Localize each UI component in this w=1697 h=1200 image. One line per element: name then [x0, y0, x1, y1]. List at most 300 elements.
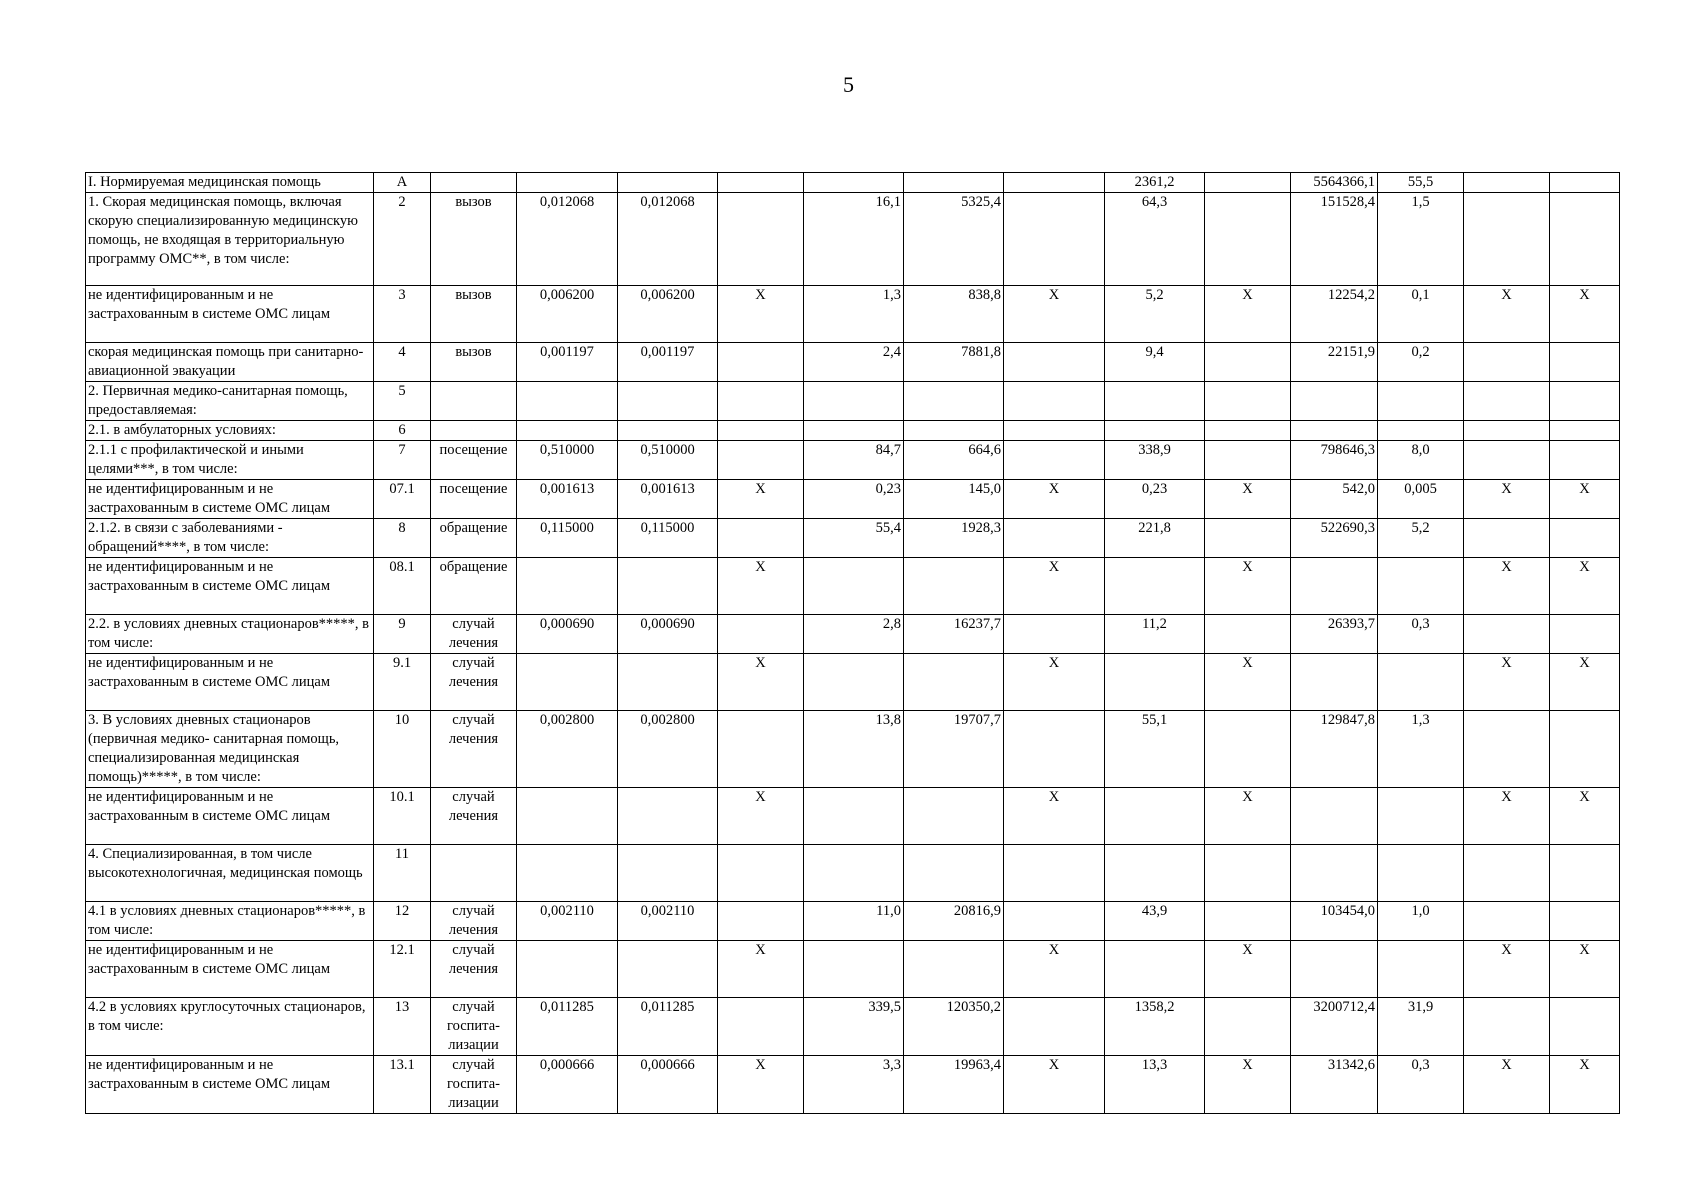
unit-cell: случай лечения [431, 941, 517, 998]
col10-cell: X [1205, 788, 1291, 845]
col5-cell: X [718, 654, 804, 711]
col3-cell [517, 845, 618, 902]
col6-cell: 84,7 [804, 441, 904, 480]
col11-cell [1291, 788, 1378, 845]
table-row [86, 998, 1620, 1056]
col5-cell [718, 998, 804, 1056]
col13-cell: X [1464, 1056, 1550, 1114]
col4-cell: 0,001613 [618, 480, 718, 519]
col4-cell [618, 788, 718, 845]
unit-cell: случай лечения [431, 711, 517, 788]
col5-cell: X [718, 788, 804, 845]
row-name-cell: не идентифицированным и не застрахованным в системе ОМС лицам [86, 558, 374, 615]
col7-cell: 19963,4 [904, 1056, 1004, 1114]
col10-cell [1205, 998, 1291, 1056]
col12-cell [1378, 421, 1464, 441]
col11-cell [1291, 421, 1378, 441]
col12-cell: 1,3 [1378, 711, 1464, 788]
col9-cell: 13,3 [1105, 1056, 1205, 1114]
col8-cell: X [1004, 654, 1105, 711]
col5-cell [718, 711, 804, 788]
col9-cell [1105, 382, 1205, 421]
col9-cell: 1358,2 [1105, 998, 1205, 1056]
col8-cell [1004, 711, 1105, 788]
col3-cell: 0,012068 [517, 193, 618, 286]
col4-cell: 0,006200 [618, 286, 718, 343]
col13-cell: X [1464, 558, 1550, 615]
unit-cell: вызов [431, 286, 517, 343]
row-name-cell: не идентифицированным и не застрахованным в системе ОМС лицам [86, 1056, 374, 1114]
col7-cell: 664,6 [904, 441, 1004, 480]
table-row [86, 173, 1620, 193]
col9-cell: 9,4 [1105, 343, 1205, 382]
row-number-cell: 12 [374, 902, 431, 941]
row-name-cell: не идентифицированным и не застрахованным в системе ОМС лицам [86, 654, 374, 711]
col8-cell [1004, 902, 1105, 941]
col7-cell: 5325,4 [904, 193, 1004, 286]
row-number-cell: 08.1 [374, 558, 431, 615]
col7-cell: 145,0 [904, 480, 1004, 519]
col13-cell: X [1464, 286, 1550, 343]
unit-cell: вызов [431, 343, 517, 382]
col11-cell [1291, 941, 1378, 998]
col3-cell: 0,006200 [517, 286, 618, 343]
col11-cell: 31342,6 [1291, 1056, 1378, 1114]
col3-cell [517, 173, 618, 193]
normative-care-table [85, 172, 1620, 1114]
col6-cell: 55,4 [804, 519, 904, 558]
col5-cell [718, 421, 804, 441]
col8-cell [1004, 998, 1105, 1056]
col14-cell [1550, 173, 1620, 193]
col4-cell: 0,002110 [618, 902, 718, 941]
col10-cell: X [1205, 558, 1291, 615]
col12-cell: 0,2 [1378, 343, 1464, 382]
col4-cell [618, 382, 718, 421]
col3-cell: 0,000666 [517, 1056, 618, 1114]
col13-cell [1464, 382, 1550, 421]
col13-cell: X [1464, 941, 1550, 998]
col6-cell [804, 173, 904, 193]
col11-cell [1291, 382, 1378, 421]
col4-cell: 0,011285 [618, 998, 718, 1056]
col13-cell [1464, 193, 1550, 286]
row-number-cell: 10 [374, 711, 431, 788]
col3-cell [517, 941, 618, 998]
col6-cell [804, 941, 904, 998]
col7-cell [904, 382, 1004, 421]
col6-cell: 13,8 [804, 711, 904, 788]
col13-cell [1464, 902, 1550, 941]
unit-cell: обращение [431, 519, 517, 558]
col12-cell: 1,5 [1378, 193, 1464, 286]
col14-cell: X [1550, 558, 1620, 615]
col9-cell: 43,9 [1105, 902, 1205, 941]
col6-cell: 1,3 [804, 286, 904, 343]
row-number-cell: 11 [374, 845, 431, 902]
col3-cell [517, 382, 618, 421]
col13-cell [1464, 998, 1550, 1056]
row-number-cell: 12.1 [374, 941, 431, 998]
table-row [86, 519, 1620, 558]
col11-cell: 151528,4 [1291, 193, 1378, 286]
col3-cell: 0,000690 [517, 615, 618, 654]
col11-cell: 798646,3 [1291, 441, 1378, 480]
col4-cell: 0,000666 [618, 1056, 718, 1114]
col8-cell [1004, 441, 1105, 480]
unit-cell: посещение [431, 480, 517, 519]
row-name-cell: 4. Специализированная, в том числе высокотехнологичная, медицинская помощь [86, 845, 374, 902]
col14-cell: X [1550, 788, 1620, 845]
col13-cell [1464, 711, 1550, 788]
col8-cell: X [1004, 788, 1105, 845]
row-name-cell: не идентифицированным и не застрахованным в системе ОМС лицам [86, 286, 374, 343]
unit-cell: случай госпита- лизации [431, 998, 517, 1056]
col8-cell [1004, 421, 1105, 441]
col11-cell: 3200712,4 [1291, 998, 1378, 1056]
col6-cell: 11,0 [804, 902, 904, 941]
col11-cell [1291, 845, 1378, 902]
row-name-cell: не идентифицированным и не застрахованным в системе ОМС лицам [86, 480, 374, 519]
col14-cell [1550, 441, 1620, 480]
col13-cell: X [1464, 654, 1550, 711]
col11-cell [1291, 558, 1378, 615]
col12-cell: 0,1 [1378, 286, 1464, 343]
row-number-cell: А [374, 173, 431, 193]
row-number-cell: 8 [374, 519, 431, 558]
col7-cell [904, 845, 1004, 902]
col9-cell [1105, 654, 1205, 711]
col3-cell: 0,011285 [517, 998, 618, 1056]
col10-cell [1205, 615, 1291, 654]
col4-cell [618, 558, 718, 615]
col5-cell [718, 902, 804, 941]
col14-cell [1550, 998, 1620, 1056]
col12-cell [1378, 558, 1464, 615]
row-name-cell: 4.2 в условиях круглосуточных стационаров, в том числе: [86, 998, 374, 1056]
col10-cell [1205, 902, 1291, 941]
col9-cell: 0,23 [1105, 480, 1205, 519]
col3-cell: 0,001613 [517, 480, 618, 519]
col4-cell: 0,115000 [618, 519, 718, 558]
col14-cell: X [1550, 480, 1620, 519]
col14-cell: X [1550, 1056, 1620, 1114]
col12-cell: 1,0 [1378, 902, 1464, 941]
col5-cell [718, 615, 804, 654]
col5-cell [718, 519, 804, 558]
col9-cell [1105, 788, 1205, 845]
row-name-cell: 1. Скорая медицинская помощь, включая скорую специализированную медицинскую помощь, не входящая в территориальную программу ОМС**, в том числе: [86, 193, 374, 286]
col5-cell: X [718, 941, 804, 998]
col6-cell: 16,1 [804, 193, 904, 286]
col10-cell: X [1205, 941, 1291, 998]
col12-cell: 55,5 [1378, 173, 1464, 193]
col12-cell: 8,0 [1378, 441, 1464, 480]
col3-cell: 0,002110 [517, 902, 618, 941]
col3-cell [517, 558, 618, 615]
table-row [86, 286, 1620, 343]
col3-cell [517, 788, 618, 845]
row-number-cell: 6 [374, 421, 431, 441]
row-number-cell: 2 [374, 193, 431, 286]
table-row [86, 441, 1620, 480]
col8-cell: X [1004, 286, 1105, 343]
unit-cell: случай лечения [431, 902, 517, 941]
col12-cell [1378, 788, 1464, 845]
row-number-cell: 3 [374, 286, 431, 343]
row-number-cell: 9.1 [374, 654, 431, 711]
col6-cell: 2,4 [804, 343, 904, 382]
col14-cell: X [1550, 286, 1620, 343]
unit-cell [431, 421, 517, 441]
col9-cell: 221,8 [1105, 519, 1205, 558]
col5-cell [718, 382, 804, 421]
col10-cell: X [1205, 654, 1291, 711]
col7-cell [904, 941, 1004, 998]
col10-cell [1205, 343, 1291, 382]
col14-cell [1550, 711, 1620, 788]
col10-cell [1205, 173, 1291, 193]
col14-cell: X [1550, 941, 1620, 998]
col12-cell [1378, 382, 1464, 421]
col10-cell [1205, 845, 1291, 902]
col14-cell [1550, 193, 1620, 286]
unit-cell: случай госпита- лизации [431, 1056, 517, 1114]
col11-cell: 522690,3 [1291, 519, 1378, 558]
col3-cell [517, 421, 618, 441]
table-row [86, 1056, 1620, 1114]
row-number-cell: 13 [374, 998, 431, 1056]
unit-cell: посещение [431, 441, 517, 480]
row-number-cell: 5 [374, 382, 431, 421]
row-number-cell: 4 [374, 343, 431, 382]
col4-cell: 0,002800 [618, 711, 718, 788]
col13-cell: X [1464, 788, 1550, 845]
table-row [86, 711, 1620, 788]
col4-cell: 0,001197 [618, 343, 718, 382]
table-body [86, 173, 1620, 1114]
col4-cell [618, 941, 718, 998]
col3-cell: 0,001197 [517, 343, 618, 382]
col7-cell: 7881,8 [904, 343, 1004, 382]
col5-cell [718, 441, 804, 480]
col4-cell [618, 173, 718, 193]
col6-cell: 0,23 [804, 480, 904, 519]
col5-cell [718, 845, 804, 902]
col8-cell: X [1004, 1056, 1105, 1114]
col8-cell [1004, 519, 1105, 558]
col14-cell [1550, 421, 1620, 441]
col4-cell [618, 654, 718, 711]
unit-cell [431, 382, 517, 421]
col13-cell [1464, 173, 1550, 193]
col7-cell [904, 558, 1004, 615]
col8-cell [1004, 343, 1105, 382]
col6-cell: 3,3 [804, 1056, 904, 1114]
col14-cell [1550, 902, 1620, 941]
col6-cell [804, 382, 904, 421]
unit-cell: случай лечения [431, 788, 517, 845]
table-row [86, 788, 1620, 845]
row-number-cell: 9 [374, 615, 431, 654]
col3-cell: 0,510000 [517, 441, 618, 480]
col7-cell: 20816,9 [904, 902, 1004, 941]
col5-cell [718, 173, 804, 193]
row-name-cell: 4.1 в условиях дневных стационаров*****, в том числе: [86, 902, 374, 941]
row-number-cell: 07.1 [374, 480, 431, 519]
col8-cell [1004, 845, 1105, 902]
col6-cell [804, 421, 904, 441]
col14-cell [1550, 343, 1620, 382]
col6-cell [804, 788, 904, 845]
col11-cell: 542,0 [1291, 480, 1378, 519]
col8-cell [1004, 173, 1105, 193]
col14-cell [1550, 382, 1620, 421]
col7-cell: 1928,3 [904, 519, 1004, 558]
col3-cell [517, 654, 618, 711]
page-number: 5 [843, 72, 854, 97]
row-name-cell: 2.1.1 с профилактической и иными целями***, в том числе: [86, 441, 374, 480]
col6-cell: 339,5 [804, 998, 904, 1056]
col5-cell: X [718, 286, 804, 343]
col8-cell: X [1004, 480, 1105, 519]
col12-cell: 5,2 [1378, 519, 1464, 558]
col9-cell: 55,1 [1105, 711, 1205, 788]
row-name-cell: 2. Первичная медико-санитарная помощь, предоставляемая: [86, 382, 374, 421]
col9-cell: 5,2 [1105, 286, 1205, 343]
col11-cell [1291, 654, 1378, 711]
col9-cell [1105, 558, 1205, 615]
col8-cell [1004, 193, 1105, 286]
col10-cell [1205, 382, 1291, 421]
col9-cell [1105, 421, 1205, 441]
col12-cell [1378, 654, 1464, 711]
col3-cell: 0,002800 [517, 711, 618, 788]
col13-cell: X [1464, 480, 1550, 519]
col9-cell [1105, 941, 1205, 998]
col5-cell [718, 343, 804, 382]
unit-cell: случай лечения [431, 654, 517, 711]
table-row [86, 343, 1620, 382]
table-row [86, 558, 1620, 615]
col11-cell: 5564366,1 [1291, 173, 1378, 193]
col10-cell [1205, 519, 1291, 558]
col14-cell [1550, 615, 1620, 654]
row-name-cell: скорая медицинская помощь при санитарно-авиационной эвакуации [86, 343, 374, 382]
table-row [86, 845, 1620, 902]
col10-cell [1205, 421, 1291, 441]
row-name-cell: I. Нормируемая медицинская помощь [86, 173, 374, 193]
unit-cell: случай лечения [431, 615, 517, 654]
col6-cell [804, 558, 904, 615]
col5-cell: X [718, 558, 804, 615]
table-row [86, 902, 1620, 941]
col8-cell: X [1004, 558, 1105, 615]
col4-cell: 0,000690 [618, 615, 718, 654]
col11-cell: 129847,8 [1291, 711, 1378, 788]
col9-cell: 2361,2 [1105, 173, 1205, 193]
col4-cell [618, 421, 718, 441]
col14-cell: X [1550, 654, 1620, 711]
unit-cell [431, 845, 517, 902]
col4-cell: 0,510000 [618, 441, 718, 480]
col13-cell [1464, 615, 1550, 654]
col4-cell [618, 845, 718, 902]
unit-cell: обращение [431, 558, 517, 615]
col11-cell: 26393,7 [1291, 615, 1378, 654]
col7-cell: 16237,7 [904, 615, 1004, 654]
table-row [86, 941, 1620, 998]
col3-cell: 0,115000 [517, 519, 618, 558]
col6-cell [804, 654, 904, 711]
col7-cell [904, 788, 1004, 845]
col12-cell: 0,005 [1378, 480, 1464, 519]
col7-cell: 120350,2 [904, 998, 1004, 1056]
row-name-cell: 2.1.2. в связи с заболеваниями - обращений****, в том числе: [86, 519, 374, 558]
col9-cell: 338,9 [1105, 441, 1205, 480]
col5-cell [718, 193, 804, 286]
col12-cell [1378, 941, 1464, 998]
col9-cell [1105, 845, 1205, 902]
row-number-cell: 13.1 [374, 1056, 431, 1114]
col5-cell: X [718, 480, 804, 519]
col7-cell: 838,8 [904, 286, 1004, 343]
col11-cell: 103454,0 [1291, 902, 1378, 941]
col6-cell: 2,8 [804, 615, 904, 654]
row-number-cell: 7 [374, 441, 431, 480]
row-number-cell: 10.1 [374, 788, 431, 845]
col10-cell [1205, 441, 1291, 480]
col7-cell: 19707,7 [904, 711, 1004, 788]
col7-cell [904, 654, 1004, 711]
table-row [86, 382, 1620, 421]
unit-cell: вызов [431, 193, 517, 286]
col5-cell: X [718, 1056, 804, 1114]
col12-cell [1378, 845, 1464, 902]
col10-cell: X [1205, 286, 1291, 343]
col7-cell [904, 173, 1004, 193]
col12-cell: 31,9 [1378, 998, 1464, 1056]
col14-cell [1550, 845, 1620, 902]
col7-cell [904, 421, 1004, 441]
col13-cell [1464, 845, 1550, 902]
col10-cell: X [1205, 480, 1291, 519]
col13-cell [1464, 343, 1550, 382]
table-row [86, 193, 1620, 286]
col8-cell: X [1004, 941, 1105, 998]
table-row [86, 615, 1620, 654]
col10-cell [1205, 711, 1291, 788]
col8-cell [1004, 615, 1105, 654]
col12-cell: 0,3 [1378, 1056, 1464, 1114]
col13-cell [1464, 441, 1550, 480]
col4-cell: 0,012068 [618, 193, 718, 286]
col9-cell: 11,2 [1105, 615, 1205, 654]
col6-cell [804, 845, 904, 902]
table-row [86, 421, 1620, 441]
unit-cell [431, 173, 517, 193]
row-name-cell: не идентифицированным и не застрахованным в системе ОМС лицам [86, 941, 374, 998]
col13-cell [1464, 519, 1550, 558]
col8-cell [1004, 382, 1105, 421]
row-name-cell: не идентифицированным и не застрахованным в системе ОМС лицам [86, 788, 374, 845]
col12-cell: 0,3 [1378, 615, 1464, 654]
table-row [86, 654, 1620, 711]
row-name-cell: 3. В условиях дневных стационаров (первичная медико- санитарная помощь, специализированная медицинская помощь)*****, в том числе: [86, 711, 374, 788]
col9-cell: 64,3 [1105, 193, 1205, 286]
row-name-cell: 2.1. в амбулаторных условиях: [86, 421, 374, 441]
col11-cell: 12254,2 [1291, 286, 1378, 343]
